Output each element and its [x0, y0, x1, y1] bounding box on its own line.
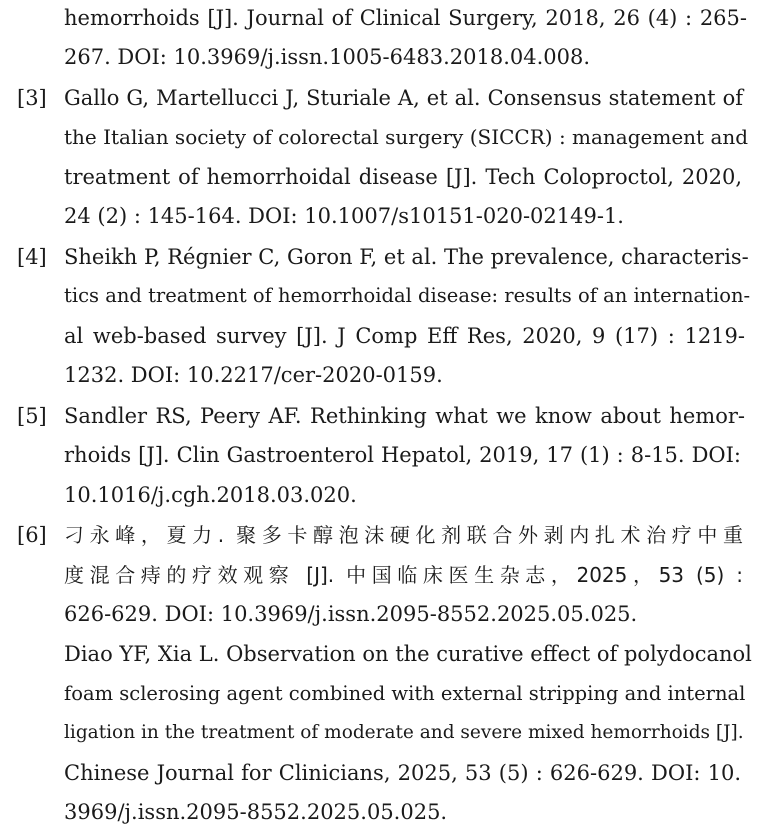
- reference-line: Gallo G, Martellucci J, Sturiale A, et al. Consensus statement of: [64, 86, 743, 110]
- reference-line: treatment of hemorrhoidal disease [J]. Tech Coloproctol, 2020,: [64, 165, 742, 189]
- reference-line: hemorrhoids [J]. Journal of Clinical Surgery, 2018, 26 (4) : 265-: [64, 6, 747, 30]
- reference-line: Chinese Journal for Clinicians, 2025, 53 (5) : 626-629. DOI: 10.: [64, 761, 741, 785]
- reference-line: Sandler RS, Peery AF. Rethinking what we know about hemor-: [64, 404, 745, 428]
- reference-line: 3969/j.issn.2095-8552.2025.05.025.: [64, 800, 448, 824]
- reference-line: the Italian society of colorectal surgery (SICCR) : management and: [64, 125, 749, 149]
- reference-line: rhoids [J]. Clin Gastroenterol Hepatol, 2019, 17 (1) : 8-15. DOI:: [64, 443, 741, 467]
- reference-line: Sheikh P, Régnier C, Goron F, et al. The prevalence, characteris-: [64, 245, 749, 269]
- reference-line: 刁永峰，夏力. 聚多卡醇泡沫硬化剂联合外剥内扎术治疗中重: [64, 523, 743, 547]
- reference-number: [3]: [17, 86, 47, 110]
- reference-number: [6]: [17, 523, 47, 547]
- reference-line: 24 (2) : 145-164. DOI: 10.1007/s10151-020-02149-1.: [64, 204, 624, 228]
- reference-line: tics and treatment of hemorrhoidal disease: results of an internation-: [64, 284, 751, 307]
- reference-line: 267. DOI: 10.3969/j.issn.1005-6483.2018.04.008.: [64, 45, 591, 69]
- reference-line: 1232. DOI: 10.2217/cer-2020-0159.: [64, 363, 443, 387]
- reference-line: Diao YF, Xia L. Observation on the curative effect of polydocanol: [64, 642, 752, 666]
- reference-line: foam sclerosing agent combined with external stripping and internal: [64, 682, 746, 705]
- reference-number: [4]: [17, 245, 47, 269]
- reference-line: ligation in the treatment of moderate and severe mixed hemorrhoids [J].: [64, 722, 744, 743]
- reference-line: 626-629. DOI: 10.3969/j.issn.2095-8552.2025.05.025.: [64, 602, 638, 626]
- reference-line: al web-based survey [J]. J Comp Eff Res, 2020, 9 (17) : 1219-: [64, 324, 745, 348]
- reference-number: [5]: [17, 404, 47, 428]
- reference-line: 10.1016/j.cgh.2018.03.020.: [64, 483, 357, 507]
- reference-line: 度混合痔的疗效观察 [J]. 中国临床医生杂志，2025，53 (5) :: [64, 563, 743, 587]
